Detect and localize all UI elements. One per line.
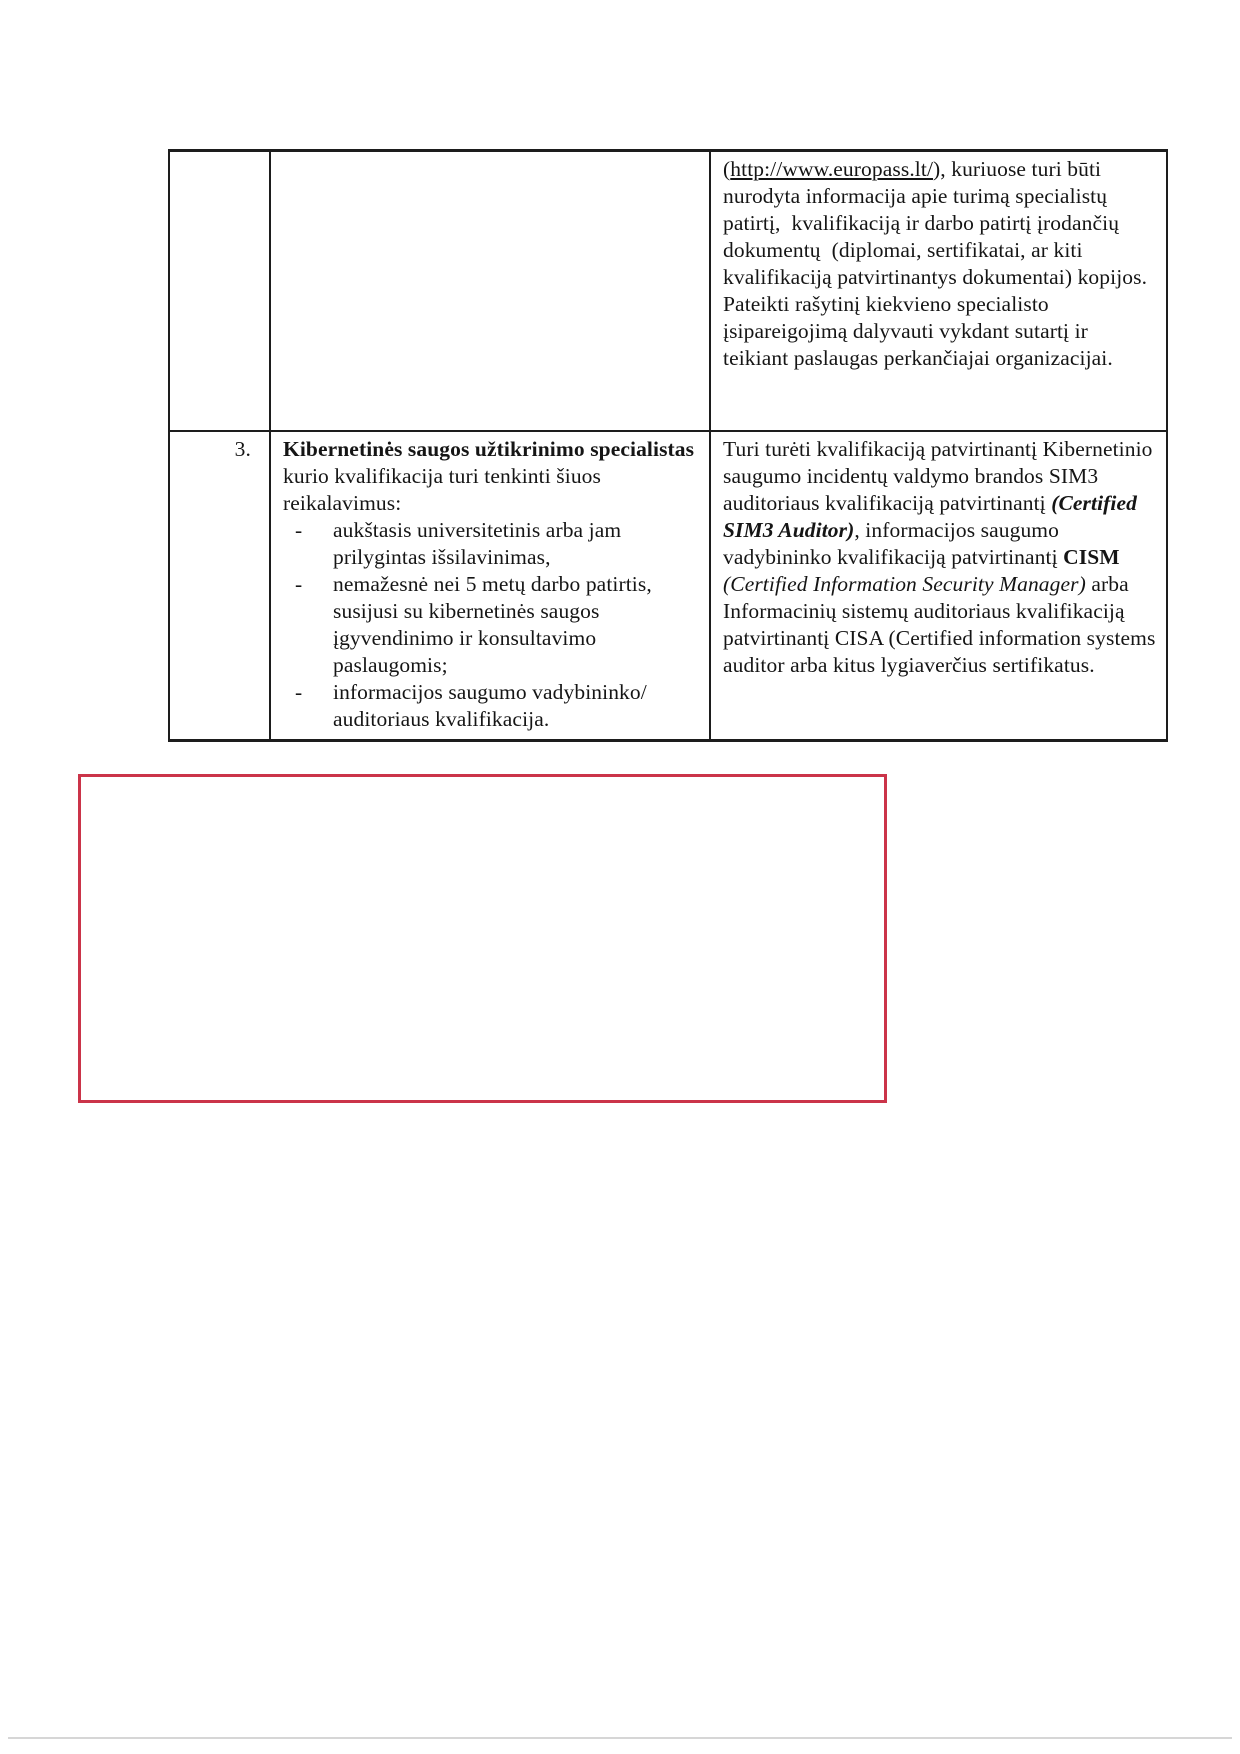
qualification-requirements-cell [710,431,1167,741]
requirements-list [283,517,701,733]
documents-requirements-cell [710,151,1167,431]
specialist-title-bold: Kibernetinės saugos užtikrinimo specialistas [283,436,695,461]
row-number-cell [169,431,270,741]
list-item-text: nemažesnė nei 5 metų darbo patirtis, susijusi su kibernetinės saugos įgyvendinimo ir konsultavimo paslaugomis; [333,571,658,677]
requirements-table [168,149,1168,742]
qualification-paragraph [723,436,1161,679]
page-bottom-line [8,1737,1232,1739]
text-segment [1120,545,1125,569]
row-number: 3. [234,436,251,461]
annotation-box [78,774,887,1103]
table-row-continuation [169,151,1167,431]
list-item [291,571,701,679]
table-row-item-3 [169,431,1167,741]
europass-url-text: http://www.europass.lt/ [730,157,934,181]
list-item [291,679,701,733]
text-segment: ( [723,157,731,181]
specialist-requirements-cell-empty [270,151,710,431]
cism-text: CISM [1063,544,1120,569]
list-item [291,517,701,571]
bullet-dash: - [295,571,303,596]
row-number-cell [169,151,270,431]
text-segment: arba Informacinių sistemų auditoriaus kvalifikaciją patvirtinantį CISA (Certified information systems auditor arba kitus lygiaverčius sertifikatus. [723,571,1161,677]
list-item-text: informacijos saugumo vadybininko/ auditoriaus kvalifikacija. [333,679,653,731]
text-segment: kurio kvalifikacija turi tenkinti šiuos reikalavimus: [283,436,700,515]
specialist-requirements-cell [270,431,710,741]
text-segment: ), kuriuose turi būti nurodyta informacija apie turimą specialistų patirtį, kvalifikaciją ir darbo patirtį įrodančių dokumentų (diplomai, sertifikatai, ar kiti kvalifikaciją patvirtinantys dokumentai) kopijos. Pateikti rašytinį kiekvieno specialisto įsipareigojimą dalyvauti vykdant sutartį ir teikiant paslaugas perkančiajai organizacijai. [723,157,1153,370]
text-segment: Turi turėti kvalifikaciją patvirtinantį Kibernetinio saugumo incidentų valdymo brandos SIM3 auditoriaus kvalifikaciją patvirtinantį [723,436,1159,515]
bullet-dash: - [295,679,303,704]
specialist-intro [283,436,701,517]
text-segment: , informacijos saugumo vadybininko kvalifikaciją patvirtinantį [723,517,1065,569]
list-item-text: aukštasis universitetinis arba jam prilygintas išsilavinimas, [333,517,627,569]
bullet-dash: - [295,517,303,542]
documents-paragraph [723,156,1158,372]
cism-full-name-text: (Certified Information Security Manager) [723,571,1086,596]
certified-sim3-auditor-text: (Certified SIM3 Auditor) [723,490,1143,542]
